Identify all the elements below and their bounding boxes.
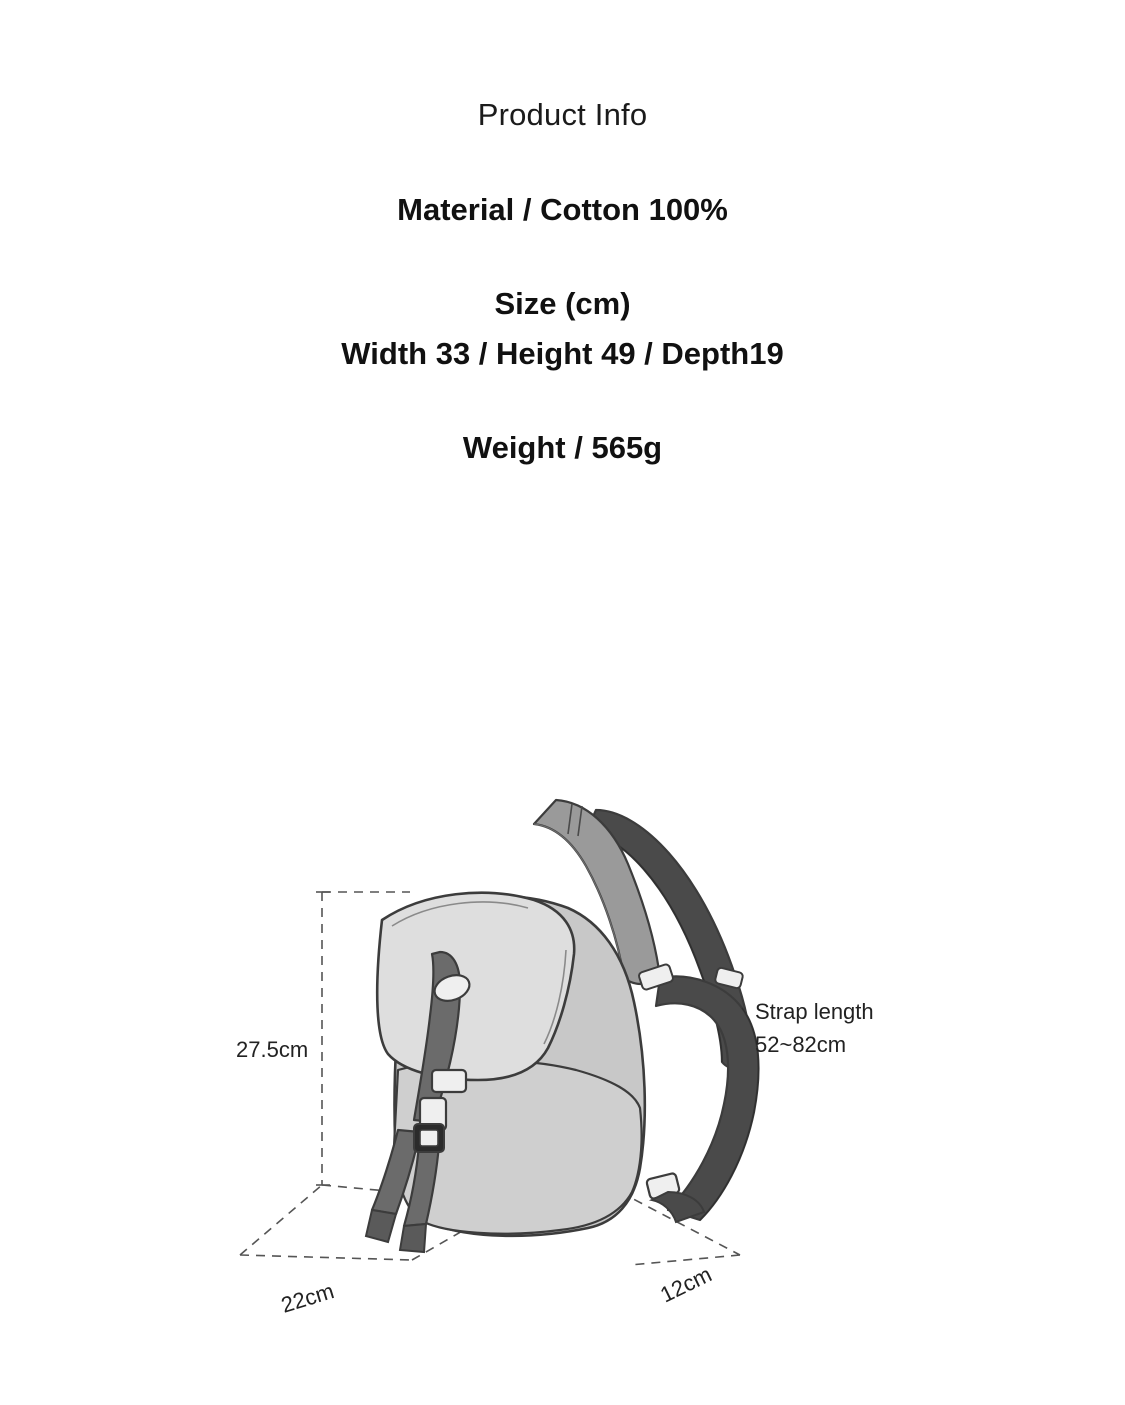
page-title: Product Info [477, 97, 648, 132]
width-dimension-label: 22cm [278, 1278, 337, 1318]
height-dimension-label: 27.5cm [236, 1037, 309, 1062]
strap-length-value: 52~82cm [755, 1032, 847, 1057]
product-info-text-block [0, 96, 1125, 469]
height-ticks [316, 892, 330, 1185]
size-heading: Size (cm) [494, 286, 631, 322]
material-line: Material / Cotton 100% [397, 192, 728, 228]
backpack-illustration [0, 740, 1125, 1360]
weight-line: Weight / 565g [462, 429, 663, 465]
strap-length-label: Strap length [755, 999, 874, 1024]
size-values: Width 33 / Height 49 / Depth19 [341, 335, 784, 371]
depth-dimension-label: 12cm [656, 1261, 716, 1308]
